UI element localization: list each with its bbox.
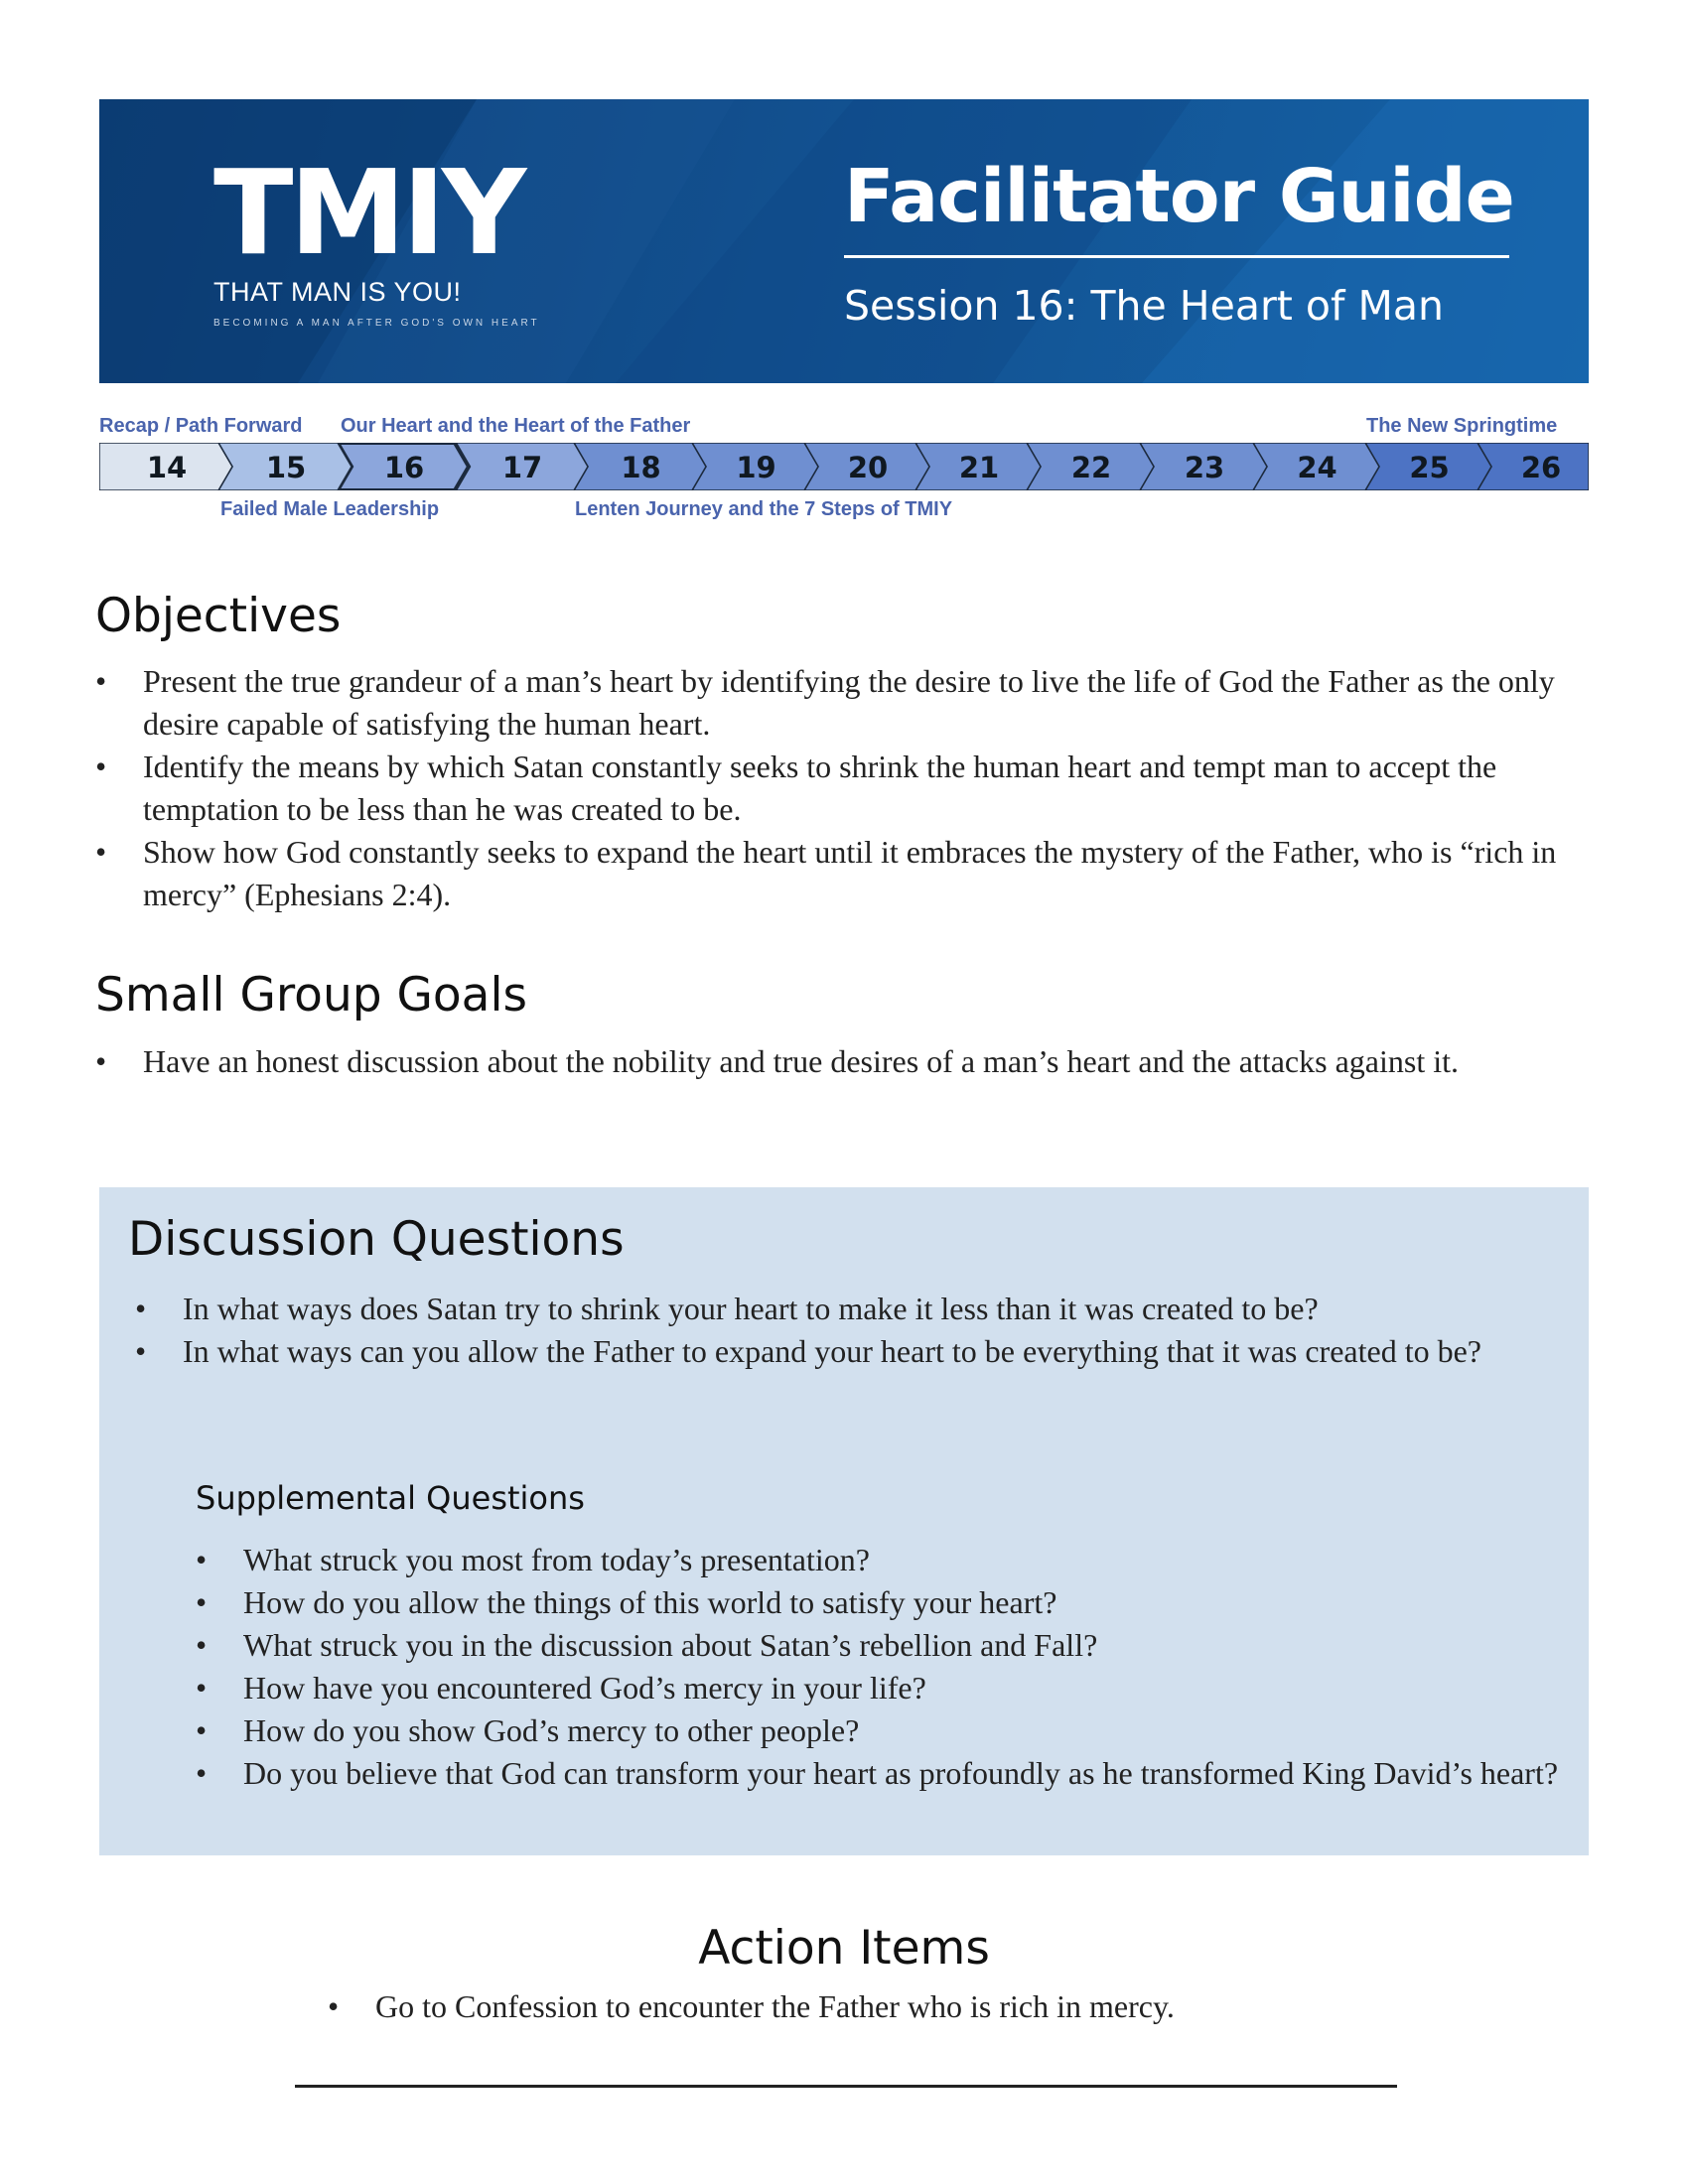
timeline-session-number: 16 [383,451,425,484]
action-item: • Go to Confession to encounter the Father who is rich in mercy. [328,1985,1420,2028]
bottom-divider [295,2085,1397,2088]
timeline-session-number: 25 [1409,451,1450,484]
objective-item: • Present the true grandeur of a man’s heart by identifying the desire to live the life of God the Father as the only desire capable of satisfying the human heart. [95,660,1595,746]
guide-title: Facilitator Guide [844,154,1514,239]
discussion-heading: Discussion Questions [128,1212,625,1267]
objectives-list [95,660,1595,916]
supplemental-question: • What struck you most from today’s presentation? [196,1539,1566,1581]
timeline-session-number: 26 [1520,451,1562,484]
header-banner [99,99,1589,383]
timeline-label-lenten: Lenten Journey and the 7 Steps of TMIY [575,498,953,520]
action-list [328,1985,1420,2028]
discussion-question: • In what ways can you allow the Father to expand your heart to be everything that it was created to be? [135,1330,1505,1373]
title-divider [844,255,1509,258]
timeline-session-number: 20 [847,451,889,484]
timeline-session-number: 24 [1297,451,1337,484]
timeline-session-number: 19 [736,451,776,484]
timeline-label-recap: Recap / Path Forward [99,415,303,437]
timeline-session-number: 14 [146,451,188,484]
timeline-session-number: 22 [1070,451,1112,484]
logo-text: TMIY [213,144,523,281]
timeline-label-springtime: The New Springtime [1366,415,1558,437]
discussion-list [135,1288,1505,1373]
tmiy-logo [213,144,541,329]
discussion-question: • In what ways does Satan try to shrink your heart to make it less than it was created to be? [135,1288,1505,1330]
session-title: Session 16: The Heart of Man [844,282,1444,330]
session-timeline [99,443,1589,490]
timeline-session-number: 15 [265,451,307,484]
timeline-label-our-heart: Our Heart and the Heart of the Father [341,415,691,437]
timeline-session-number: 18 [621,451,661,484]
timeline-session-number: 21 [958,451,1000,484]
supplemental-question: • How have you encountered God’s mercy in your life? [196,1667,1566,1709]
supplemental-question: • What struck you in the discussion about Satan’s rebellion and Fall? [196,1624,1566,1667]
action-heading: Action Items [698,1921,990,1976]
supplemental-question: • How do you allow the things of this world to satisfy your heart? [196,1581,1566,1624]
timeline-label-failed: Failed Male Leadership [220,498,440,520]
objective-item: • Show how God constantly seeks to expand the heart until it embraces the mystery of the Father, who is “rich in mercy” (Ephesians 2:4). [95,831,1595,916]
small-group-heading: Small Group Goals [95,968,528,1023]
supplemental-question: • How do you show God’s mercy to other people? [196,1709,1566,1752]
supplemental-list [196,1539,1566,1795]
objective-item: • Identify the means by which Satan constantly seeks to shrink the human heart and tempt man to accept the temptation to be less than he was created to be. [95,746,1595,831]
goal-item: • Have an honest discussion about the nobility and true desires of a man’s heart and the attacks against it. [95,1040,1545,1083]
objectives-heading: Objectives [95,589,342,643]
logo-subtitle: THAT MAN IS YOU! [213,277,462,307]
timeline-session-number: 17 [501,451,543,484]
small-group-list [95,1040,1545,1083]
supplemental-question: • Do you believe that God can transform your heart as profoundly as he transformed King David’s heart? [196,1752,1566,1795]
timeline-session-number: 23 [1184,451,1225,484]
supplemental-heading: Supplemental Questions [196,1479,585,1517]
logo-tagline: BECOMING A MAN AFTER GOD'S OWN HEART [213,318,540,329]
